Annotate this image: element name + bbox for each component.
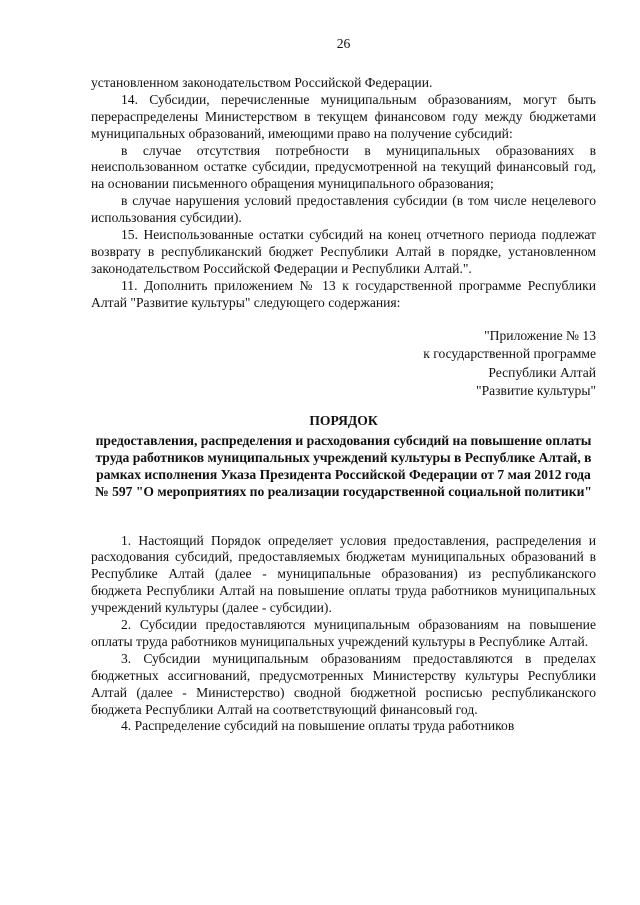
spacer (91, 500, 596, 533)
section-paragraph-3: 4. Распределение субсидий на повышение оплаты труда работников (121, 718, 515, 734)
section-paragraph-2: 3. Субсидии муниципальным образованиям предоставляются в пределах бюджетных ассигнований, предусмотренных Министерству культуры Республики Алтай (далее - Министерство) сводной бюджетной росписью республиканского бюджета Республики Алтай на соответствующий финансовый год. (91, 650, 596, 717)
appendix-line-1: к государственной программе (423, 346, 596, 362)
intro-paragraph-4: 15. Неиспользованные остатки субсидий на конец отчетного периода подлежат возврату в республиканский бюджет Республики Алтай в порядке, установленном законодательством Российской Федерации и Республики Алтай.". (91, 227, 596, 276)
document-subtitle: предоставления, распределения и расходования субсидий на повышение оплаты труда работников муниципальных учреждений культуры в Республике Алтай, в рамках исполнения Указа Президента Российской Федерации от 7 мая 2012 года № 597 "О мероприятиях по реализации государственной социальной политики" (95, 432, 592, 499)
section-paragraph-0: 1. Настоящий Порядок определяет условия предоставления, распределения и расходования субсидий, предоставляемых бюджетам муниципальных образований в Республике Алтай (далее - муниципальные образования) из республиканского бюджета Республики Алтай на повышение оплаты труда работников муниципальных учреждений культуры (далее - субсидии). (91, 532, 596, 616)
intro-paragraph-2: в случае отсутствия потребности в муниципальных образованиях в неиспользованном остатке субсидии, предусмотренной на текущий финансовый год, на основании письменного обращения муниципального образования; (91, 142, 596, 192)
intro-paragraph-1: 14. Субсидии, перечисленные муниципальным образованиям, могут быть перераспределены Министерством в текущем финансовом году между бюджетами муниципальных образований, имеющими право на получение субсидий: (91, 91, 596, 141)
appendix-line-0: "Приложение № 13 (484, 327, 596, 343)
appendix-line-3: "Развитие культуры" (476, 383, 596, 399)
appendix-header (91, 327, 596, 401)
intro-paragraph-3: в случае нарушения условий предоставления субсидии (в том числе нецелевого использования субсидии). (91, 193, 596, 226)
intro-paragraph-5: 11. Дополнить приложением № 13 к государственной программе Республики Алтай "Развитие культуры" следующего содержания: (91, 277, 596, 310)
page-number: 26 (336, 36, 351, 51)
appendix-line-2: Республики Алтай (488, 364, 596, 380)
intro-paragraph-0: установленном законодательством Российской Федерации. (91, 74, 433, 90)
sections (91, 533, 596, 736)
document-title: ПОРЯДОК (309, 412, 378, 428)
section-paragraph-1: 2. Субсидии предоставляются муниципальным образованиям на повышение оплаты труда работников муниципальных учреждений культуры в Республике Алтай. (91, 617, 596, 649)
document-page (91, 36, 596, 735)
